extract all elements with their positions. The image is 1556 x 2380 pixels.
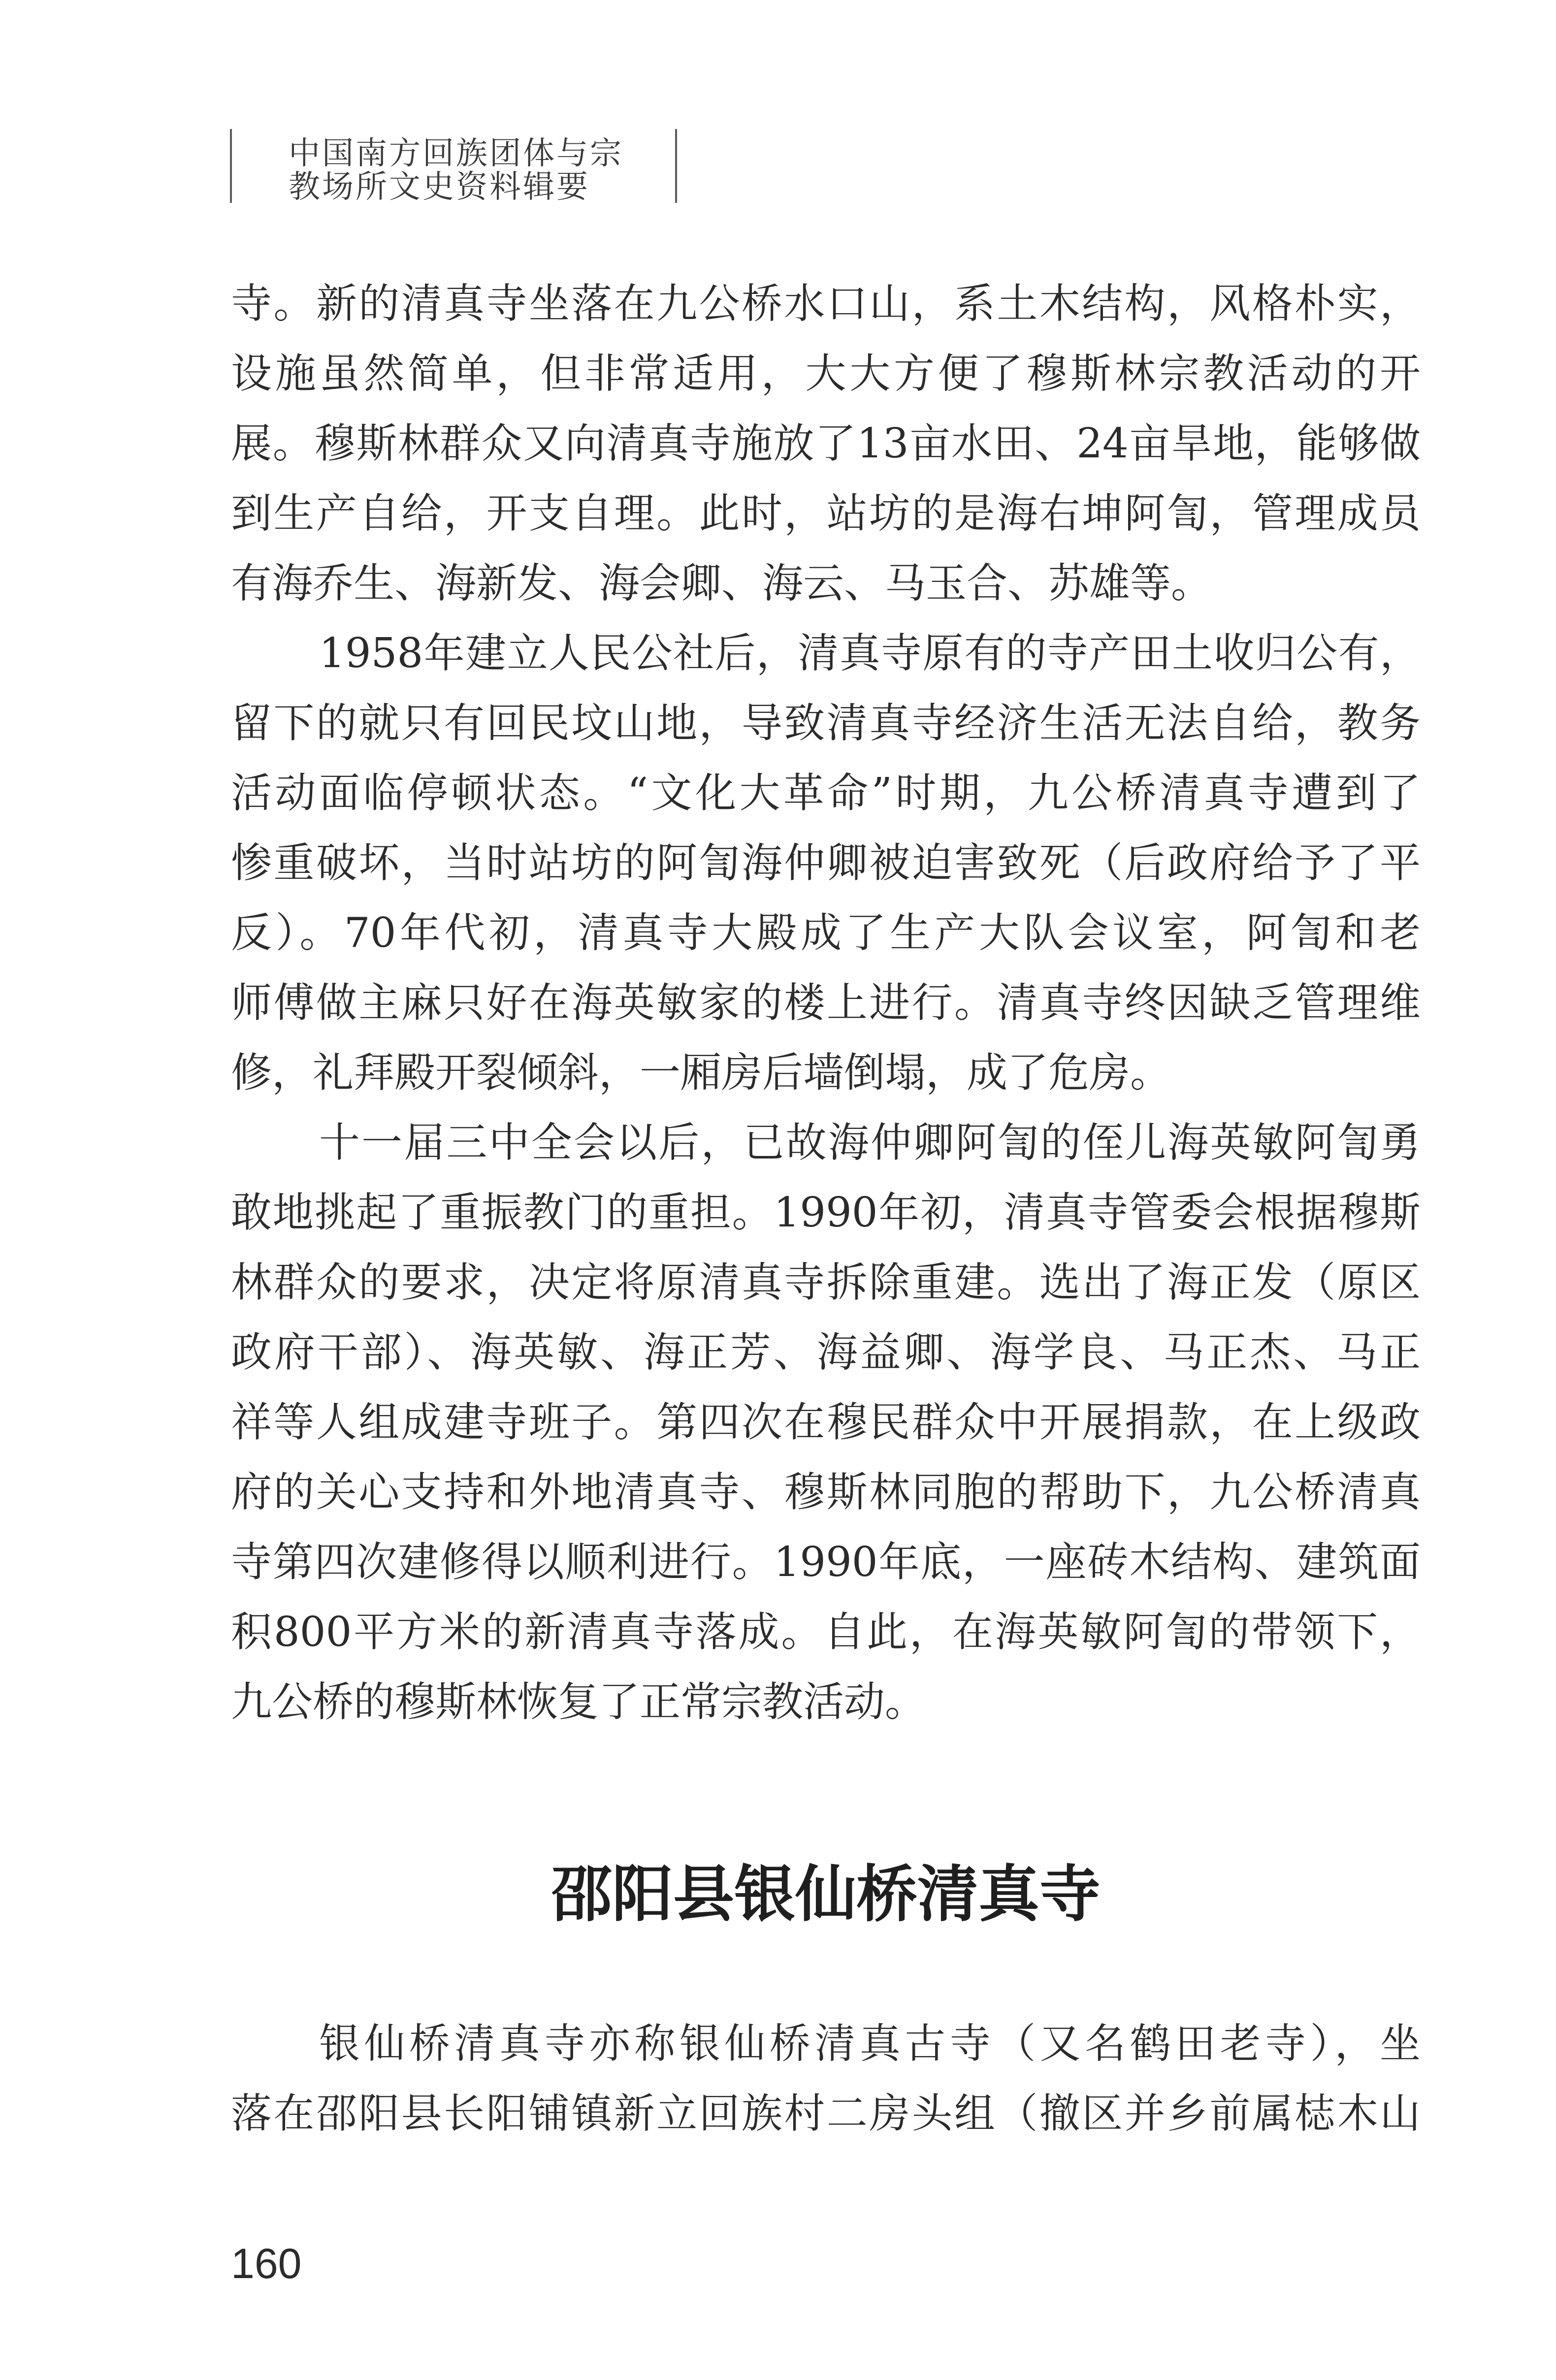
text-line: 惨重破坏，当时站坊的阿訇海仲卿被迫害致死（后政府给予了平 (231, 839, 1421, 887)
running-header (289, 137, 623, 204)
text-line: 修，礼拜殿开裂倾斜，一厢房后墙倒塌，成了危房。 (231, 1049, 1171, 1096)
text-line: 1958年建立人民公社后，清真寺原有的寺产田土收归公有， (319, 629, 1421, 677)
text-line: 落在邵阳县长阳铺镇新立回族村二房头组（撤区并乡前属梽木山 (231, 2090, 1421, 2137)
text-line: 积800平方米的新清真寺落成。自此，在海英敏阿訇的带领下， (231, 1608, 1421, 1656)
text-line: 展。穆斯林群众又向清真寺施放了13亩水田、24亩旱地，能够做 (231, 419, 1421, 467)
body-text (231, 269, 1421, 1737)
text-line: 寺。新的清真寺坐落在九公桥水口山，系土木结构，风格朴实， (231, 280, 1421, 327)
text-line: 有海乔生、海新发、海会卿、海云、马玉合、苏雄等。 (231, 559, 1212, 607)
paragraph (231, 618, 1421, 1108)
text-line: 留下的就只有回民坟山地，导致清真寺经济生活无法自给，教务 (231, 699, 1421, 747)
text-line: 府的关心支持和外地清真寺、穆斯林同胞的帮助下，九公桥清真 (231, 1468, 1421, 1516)
text-line: 设施虽然简单，但非常适用，大大方便了穆斯林宗教活动的开 (231, 350, 1421, 397)
text-line: 寺第四次建修得以顺利进行。1990年底，一座砖木结构、建筑面 (231, 1538, 1421, 1586)
text-line: 祥等人组成建寺班子。第四次在穆民群众中开展捐款，在上级政 (231, 1398, 1421, 1446)
section-title: 邵阳县银仙桥清真寺 (551, 1859, 1101, 1930)
text-line: 活动面临停顿状态。“文化大革命”时期，九公桥清真寺遭到了 (231, 769, 1421, 817)
text-line: 林群众的要求，决定将原清真寺拆除重建。选出了海正发（原区 (231, 1258, 1421, 1306)
text-line: 政府干部）、海英敏、海正芳、海益卿、海学良、马正杰、马正 (231, 1328, 1421, 1376)
paragraph (231, 1108, 1421, 1737)
text-line: 十一届三中全会以后，已故海仲卿阿訇的侄儿海英敏阿訇勇 (319, 1119, 1421, 1166)
text-line: 敢地挑起了重振教门的重担。1990年初，清真寺管委会根据穆斯 (231, 1189, 1421, 1236)
running-header-line: 教场所文史资料辑要 (289, 169, 590, 205)
header-rule-left (230, 129, 232, 203)
page-number: 160 (231, 2240, 302, 2287)
paragraph (231, 2009, 1421, 2149)
text-line: 到生产自给，开支自理。此时，站坊的是海右坤阿訇，管理成员 (231, 489, 1421, 537)
text-line: 师傅做主麻只好在海英敏家的楼上进行。清真寺终因缺乏管理维 (231, 979, 1421, 1027)
text-line: 反）。70年代初，清真寺大殿成了生产大队会议室，阿訇和老 (231, 909, 1421, 957)
paragraph (231, 269, 1421, 618)
text-line: 银仙桥清真寺亦称银仙桥清真古寺（又名鹤田老寺），坐 (319, 2020, 1421, 2067)
text-line: 九公桥的穆斯林恢复了正常宗教活动。 (231, 1678, 926, 1726)
header-rule-right (675, 129, 677, 203)
section-body-text (231, 2009, 1421, 2149)
running-header-line: 中国南方回族团体与宗 (289, 135, 623, 172)
